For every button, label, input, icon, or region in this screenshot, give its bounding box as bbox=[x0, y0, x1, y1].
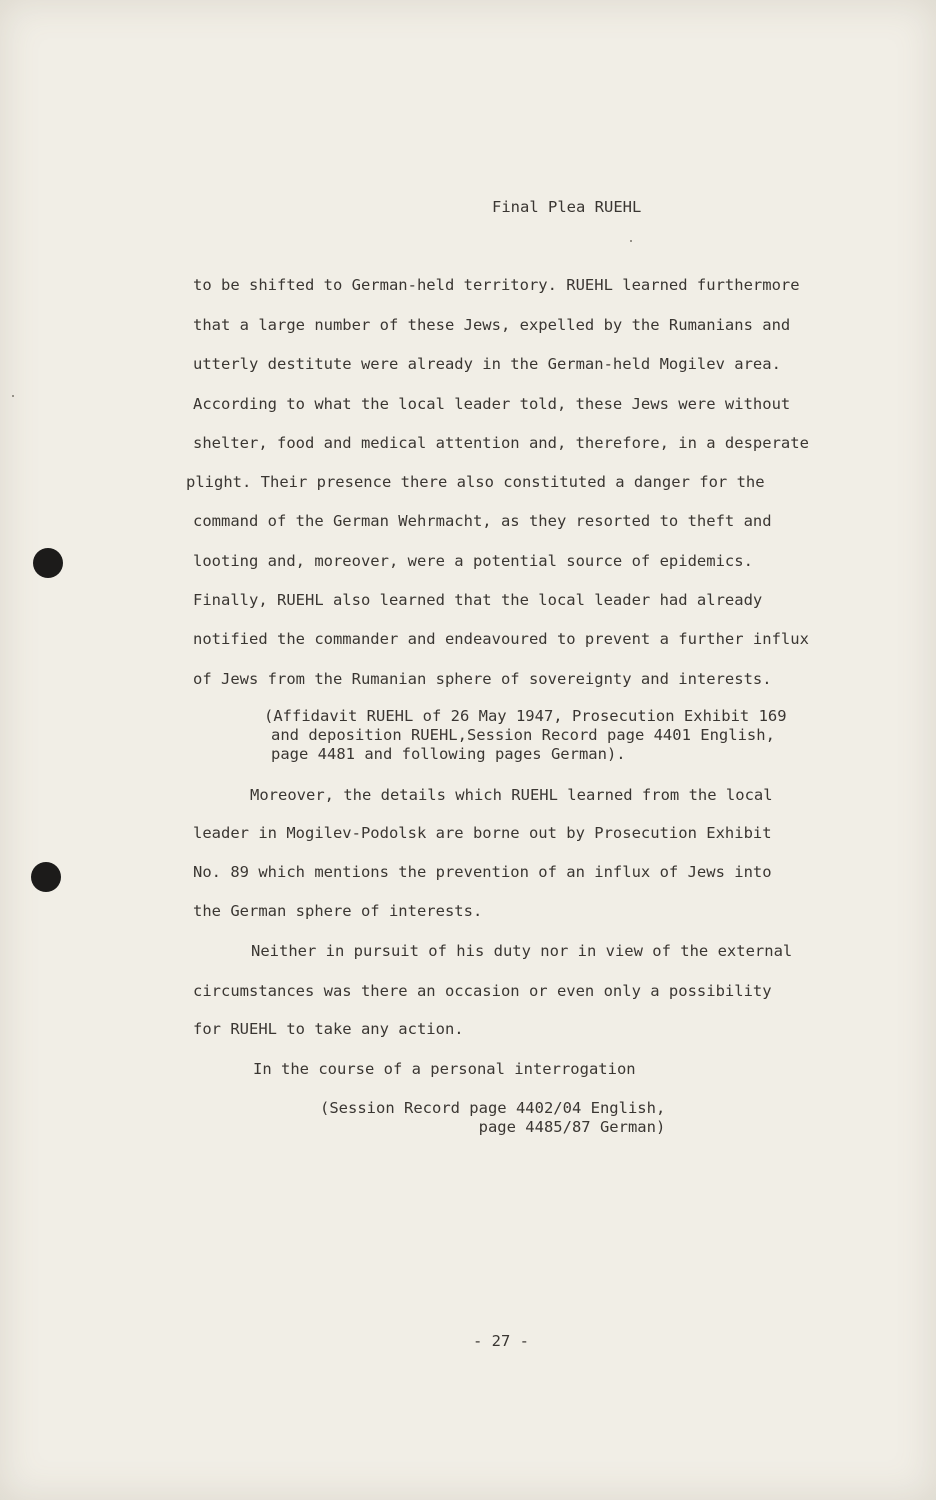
citation-affidavit bbox=[264, 707, 787, 764]
body-line: Moreover, the details which RUEHL learned from the local bbox=[250, 786, 773, 804]
body-line: that a large number of these Jews, expelled by the Rumanians and bbox=[193, 316, 791, 334]
citation-line: page 4485/87 German) bbox=[478, 1118, 666, 1136]
body-line: of Jews from the Rumanian sphere of sovereignty and interests. bbox=[193, 670, 772, 688]
body-line: utterly destitute were already in the German-held Mogilev area. bbox=[193, 355, 781, 373]
body-line: for RUEHL to take any action. bbox=[193, 1020, 464, 1038]
citation-session-record bbox=[320, 1099, 665, 1137]
punch-hole-upper bbox=[33, 548, 63, 578]
page-header: Final Plea RUEHL bbox=[492, 198, 642, 216]
citation-line: (Affidavit RUEHL of 26 May 1947, Prosecution Exhibit 169 bbox=[264, 707, 787, 725]
citation-line: page 4481 and following pages German). bbox=[271, 745, 626, 763]
body-line: Neither in pursuit of his duty nor in view of the external bbox=[251, 942, 793, 960]
body-line: notified the commander and endeavoured to prevent a further influx bbox=[193, 630, 809, 648]
paper-speck bbox=[630, 240, 632, 242]
paper-speck bbox=[12, 395, 14, 397]
punch-hole-lower bbox=[31, 862, 61, 892]
body-line: shelter, food and medical attention and, therefore, in a desperate bbox=[193, 434, 809, 452]
body-line: to be shifted to German-held territory. RUEHL learned furthermore bbox=[193, 276, 800, 294]
body-line: Finally, RUEHL also learned that the local leader had already bbox=[193, 591, 763, 609]
page-number: - 27 - bbox=[473, 1332, 529, 1350]
citation-line: (Session Record page 4402/04 English, bbox=[320, 1099, 666, 1117]
body-line: the German sphere of interests. bbox=[193, 902, 483, 920]
body-line: According to what the local leader told, these Jews were without bbox=[193, 395, 791, 413]
citation-line: and deposition RUEHL,Session Record page 4401 English, bbox=[271, 726, 775, 744]
body-line: looting and, moreover, were a potential source of epidemics. bbox=[193, 552, 753, 570]
body-line: command of the German Wehrmacht, as they resorted to theft and bbox=[193, 512, 772, 530]
body-line: No. 89 which mentions the prevention of an influx of Jews into bbox=[193, 863, 772, 881]
body-line: circumstances was there an occasion or even only a possibility bbox=[193, 982, 772, 1000]
body-line: plight. Their presence there also constituted a danger for the bbox=[186, 473, 765, 491]
body-line: leader in Mogilev-Podolsk are borne out by Prosecution Exhibit bbox=[193, 824, 772, 842]
body-line: In the course of a personal interrogation bbox=[253, 1060, 636, 1078]
